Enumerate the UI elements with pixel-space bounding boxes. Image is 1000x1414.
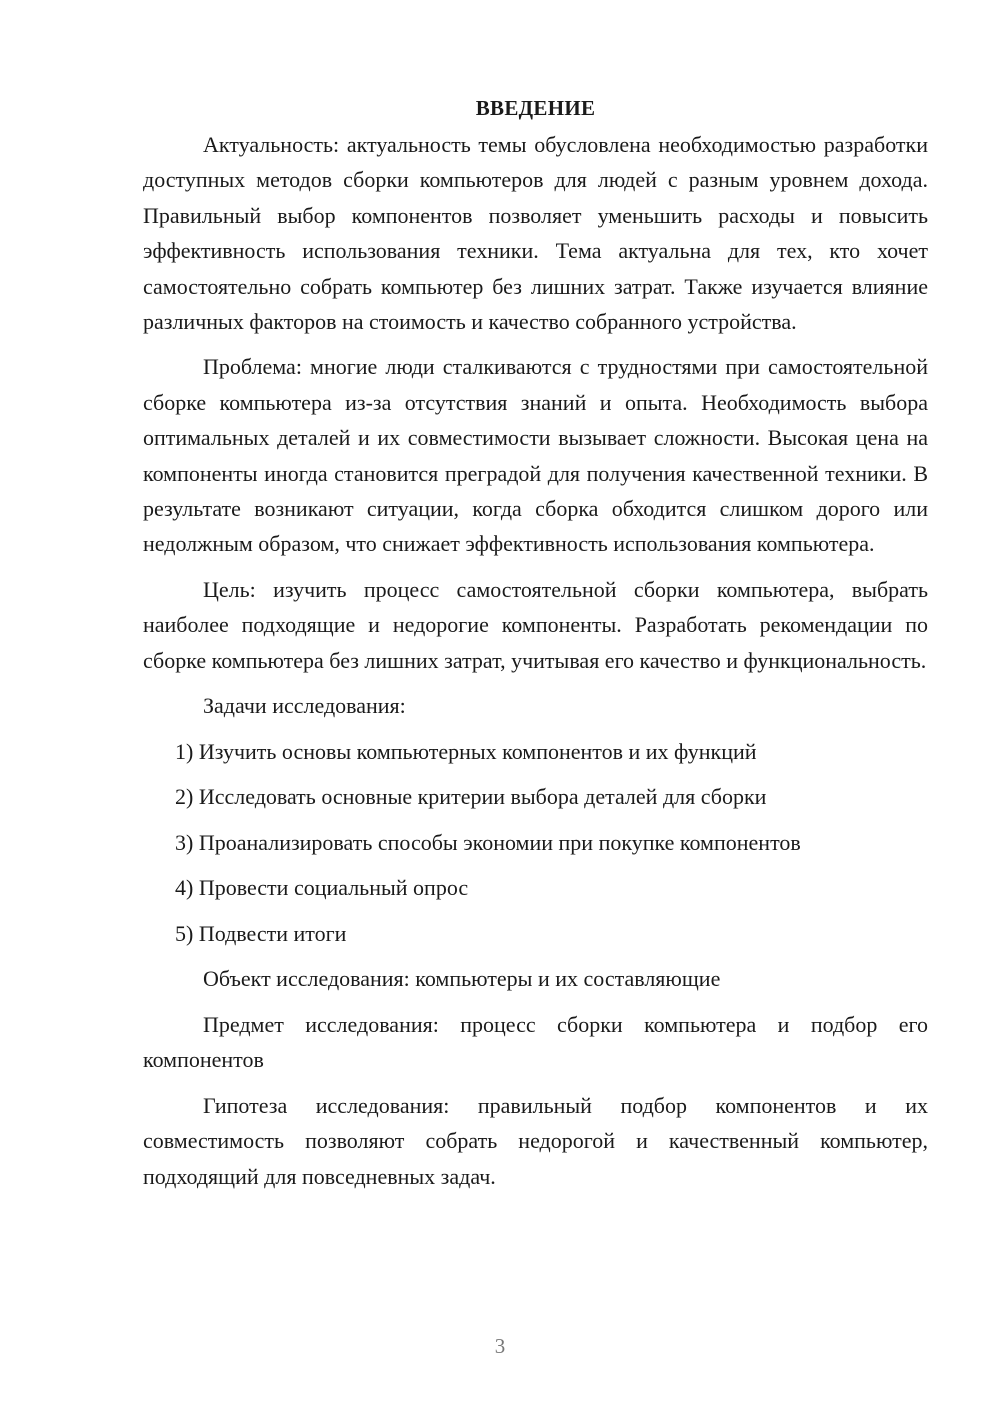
task-item: 1) Изучить основы компьютерных компонентов и их функций — [175, 738, 757, 764]
task-item: 5) Подвести итоги — [175, 920, 347, 946]
page-title: ВВЕДЕНИЕ — [475, 96, 596, 120]
subject-paragraph: Предмет исследования: процесс сборки компьютера и подбор его компонентов — [143, 1011, 928, 1073]
goal-paragraph: Цель: изучить процесс самостоятельной сборки компьютера, выбрать наиболее подходящие и недорогие компоненты. Разработать рекомендации по сборке компьютера без лишних затрат, учитывая его качество и функциональность. — [143, 576, 928, 673]
task-item: 4) Провести социальный опрос — [175, 875, 469, 901]
task-item: 3) Проанализировать способы экономии при покупке компонентов — [175, 829, 801, 855]
tasks-list — [143, 734, 928, 952]
relevance-paragraph: Актуальность: актуальность темы обусловлена необходимостью разработки доступных методов сборки компьютеров для людей с разным уровнем дохода. Правильный выбор компонентов позволяет уменьшить расходы и повысить эффективность использования техники. Тема актуальна для тех, кто хочет самостоятельно собрать компьютер без лишних затрат. Также изучается влияние различных факторов на стоимость и качество собранного устройства. — [143, 132, 928, 335]
task-item: 2) Исследовать основные критерии выбора деталей для сборки — [175, 784, 767, 810]
hypothesis-paragraph: Гипотеза исследования: правильный подбор компонентов и их совместимость позволяют собрать недорогой и качественный компьютер, подходящий для повседневных задач. — [143, 1092, 928, 1189]
object-paragraph: Объект исследования: компьютеры и их составляющие — [203, 966, 721, 992]
document-page — [143, 92, 928, 1204]
tasks-title: Задачи исследования: — [203, 693, 406, 719]
problem-paragraph: Проблема: многие люди сталкиваются с трудностями при самостоятельной сборке компьютера из-за отсутствия знаний и опыта. Необходимость выбора оптимальных деталей и их совместимости вызывает сложности. Высокая цена на компоненты иногда становится преградой для получения качественной техники. В результате возникают ситуации, когда сборка обходится слишком дорого или недолжным образом, что снижает эффективность использования компьютера. — [143, 354, 928, 557]
page-number: 3 — [494, 1334, 506, 1358]
